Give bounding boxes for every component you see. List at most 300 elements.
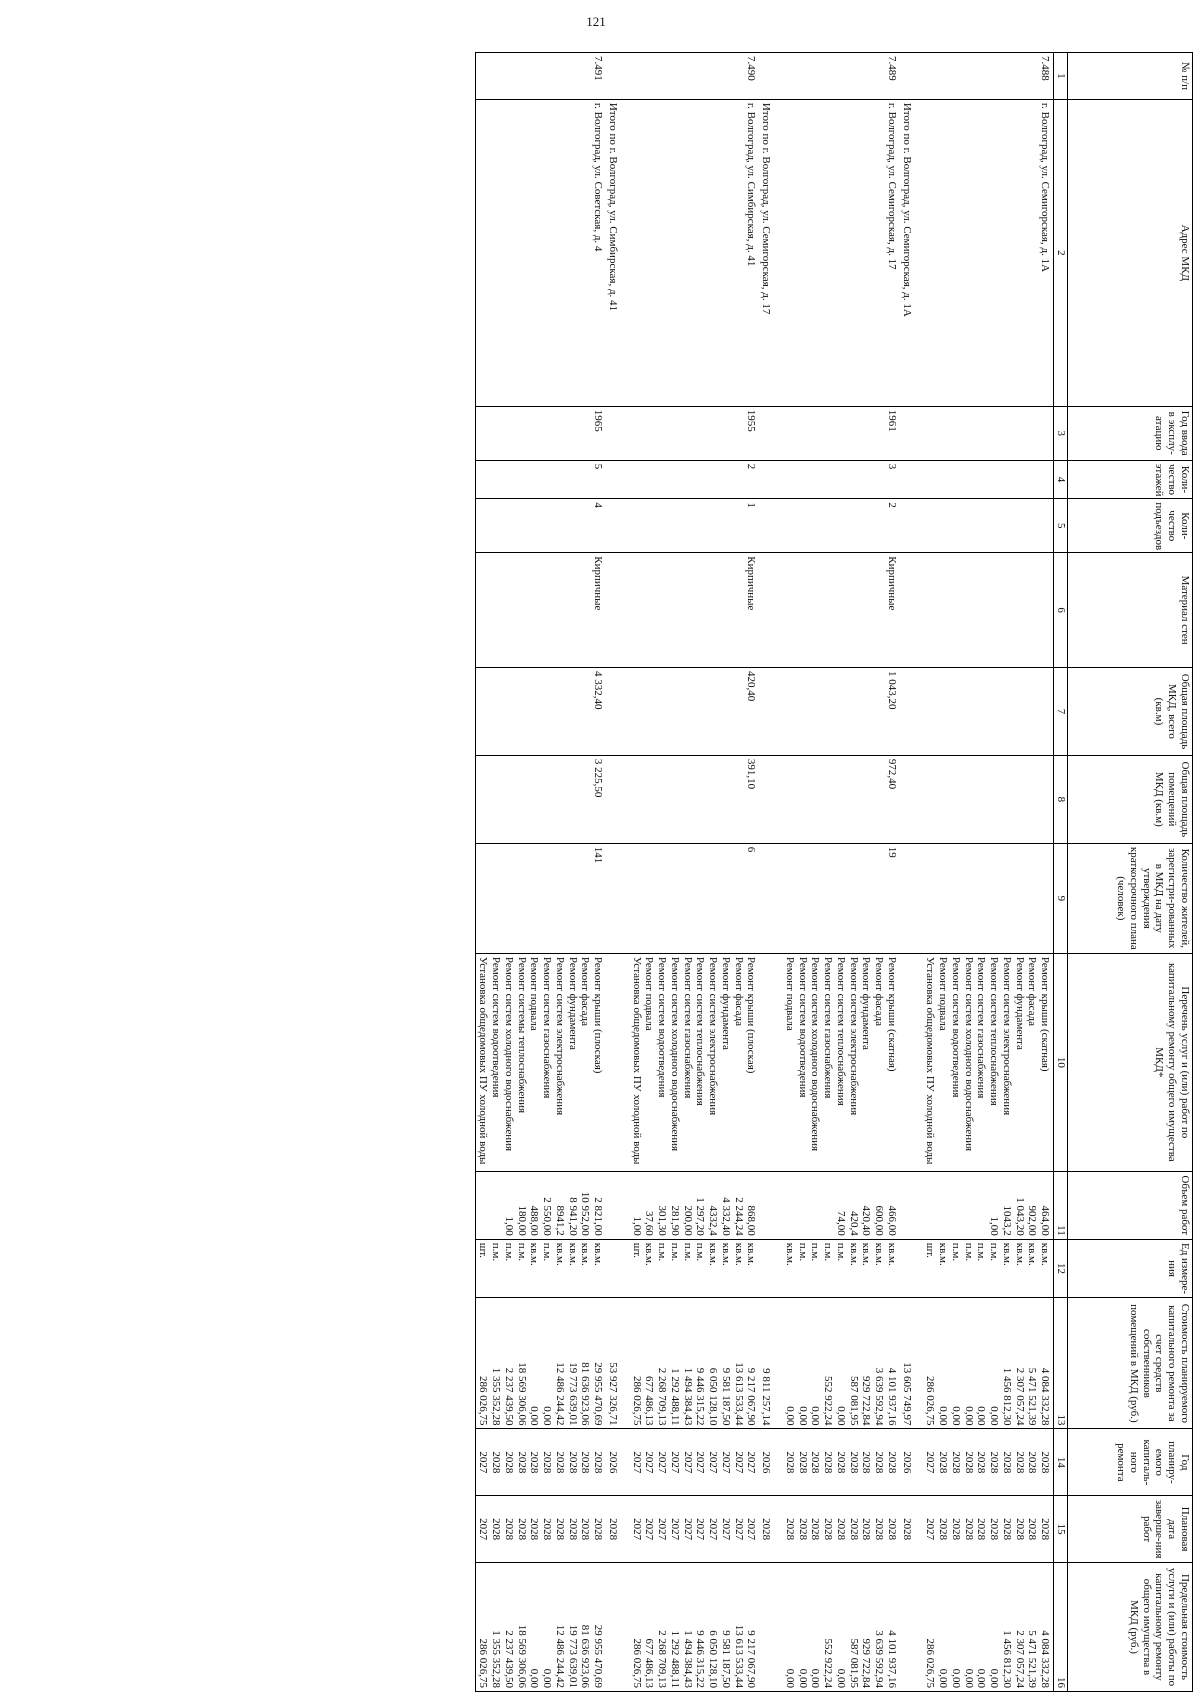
work-name: Ремонт систем теплоснабжения [835,956,847,1106]
work-name: Ремонт систем холодного водоснабжения [503,956,515,1152]
work-unit: кв.м. [554,1242,566,1266]
column-header-3: Год ввода в эксплу-атацию [1068,406,1193,460]
total-empty [606,1171,629,1239]
work-year: 2028 [937,1451,950,1474]
work-year: 2027 [694,1451,707,1474]
column-number-9: 9 [1054,843,1068,953]
work-cost: 286 026,75 [477,1375,490,1426]
work-year: 2028 [1001,1451,1013,1474]
work-limit: 0,00 [809,1668,822,1688]
work-name: Ремонт подвала [784,956,796,1031]
work-name: Ремонт систем электроснабжения [1001,956,1013,1116]
work-unit: шт. [630,1242,643,1258]
work-limit: 1 355 352,28 [490,1630,503,1688]
row-costs [629,1298,760,1429]
row-year: 1955 [629,406,760,460]
work-date: 2028 [822,1518,835,1541]
work-limit: 286 026,75 [477,1638,490,1688]
column-number-5: 5 [1054,499,1068,553]
column-number-16: 16 [1054,1563,1068,1692]
work-date: 2027 [477,1518,490,1541]
row-area: 420,40 [629,668,760,756]
total-empty [606,755,629,843]
work-name: Ремонт систем водоотведения [656,956,669,1098]
work-unit: кв.м. [720,1242,732,1266]
work-unit: п.м. [694,1242,707,1262]
work-limit: 1 292 488,11 [669,1630,681,1688]
work-unit: п.м. [988,1242,1001,1262]
work-cost: 1 292 488,11 [669,1368,681,1426]
total-row [606,53,629,1692]
row-years [475,1429,606,1496]
work-date: 2027 [656,1518,669,1541]
work-name: Ремонт фундамента [1013,956,1026,1050]
row-limits [629,1563,760,1692]
work-limit: 2 307 057,24 [1013,1630,1026,1688]
work-name: Ремонт систем холодного водоснабжения [809,956,822,1152]
capital-repair-table [475,52,1193,1692]
row-dates [923,1496,1054,1563]
column-header-10: Перечень услуг и (или) работ по капитальному ремонту общего имущества МКД* [1068,953,1193,1171]
work-cost: 2 237 439,50 [503,1367,515,1426]
row-works [782,953,900,1171]
work-unit: кв.м. [886,1242,898,1266]
work-limit: 9 581 187,50 [720,1630,732,1688]
total-empty [760,755,783,843]
row-number: 7.490 [629,53,760,100]
work-cost: 12 486 244,42 [554,1362,566,1426]
row-area: 1 043,20 [782,668,900,756]
total-empty [606,53,629,100]
column-header-5: Коли-чество подъездов [1068,499,1193,553]
column-header-13: Стоимость планируемого капитального ремонта за счет средств собственников помещений в МКД (руб.) [1068,1298,1193,1429]
total-empty [900,1171,923,1239]
work-year: 2028 [528,1451,541,1474]
row-dates [629,1496,760,1563]
work-year: 2028 [847,1451,860,1474]
work-year: 2028 [1013,1451,1026,1474]
work-volume: 1 297,20 [694,1197,707,1236]
work-date: 2027 [720,1518,732,1541]
work-name: Установка общедомовых ПУ холодной воды [924,956,937,1165]
row-address: г. Волгоград, ул. Симбирская, д. 41 [629,99,760,406]
total-empty [606,499,629,553]
column-number-10: 10 [1054,953,1068,1171]
work-volume: 74,00 [835,1210,847,1236]
work-limit: 9 446 315,22 [694,1630,707,1688]
work-year: 2028 [975,1451,988,1474]
work-year: 2027 [643,1451,656,1474]
row-volumes [782,1171,900,1239]
total-empty [900,53,923,100]
total-empty [760,1239,783,1298]
work-volume: 4 332,40 [720,1197,732,1236]
work-unit: п.м. [490,1242,503,1262]
work-volume: 1 043,20 [1013,1197,1026,1236]
work-cost: 3 639 592,94 [873,1367,886,1426]
work-year: 2028 [822,1451,835,1474]
row-units [629,1239,760,1298]
column-number-15: 15 [1054,1496,1068,1563]
total-cost: 9 811 257,14 [760,1298,783,1429]
work-volume: 1043,2 [1001,1205,1013,1236]
work-unit: п.м. [975,1242,988,1262]
work-date: 2027 [669,1518,681,1541]
work-cost: 677 486,13 [643,1375,656,1426]
work-unit: п.м. [541,1242,554,1262]
work-date: 2028 [962,1518,975,1541]
total-empty [606,553,629,668]
total-date: 2028 [900,1496,923,1563]
work-unit: п.м. [962,1242,975,1262]
row-years [923,1429,1054,1496]
work-date: 2028 [886,1518,898,1541]
column-number-11: 11 [1054,1171,1068,1239]
work-limit: 677 486,13 [643,1638,656,1688]
work-year: 2027 [707,1451,720,1474]
work-cost: 0,00 [937,1406,950,1426]
column-number-12: 12 [1054,1239,1068,1298]
work-cost: 4 101 937,16 [886,1367,898,1426]
total-empty [900,1239,923,1298]
work-date: 2028 [860,1518,873,1541]
work-name: Установка общедомовых ПУ холодной воды [477,956,490,1165]
total-empty [760,668,783,756]
row-costs [782,1298,900,1429]
row-entrances: 1 [629,499,760,553]
total-empty [760,1171,783,1239]
row-number: 7.489 [782,53,900,100]
column-header-15: Плановая дата заверше-ния работ [1068,1496,1193,1563]
work-name: Ремонт фундамента [720,956,732,1050]
work-date: 2028 [566,1518,579,1541]
work-name: Ремонт подвала [643,956,656,1031]
column-header-7: Общая площадь МКД, всего (кв.м) [1068,668,1193,756]
work-limit: 587 081,95 [847,1638,860,1688]
column-header-1: № п/п [1068,53,1193,100]
work-year: 2027 [720,1451,732,1474]
work-year: 2027 [732,1451,745,1474]
work-cost: 1 355 352,28 [490,1367,503,1426]
work-volume: 868,00 [745,1205,758,1236]
work-name: Ремонт систем газоснабжения [541,956,554,1099]
work-cost: 0,00 [950,1406,962,1426]
column-header-6: Материал стен [1068,553,1193,668]
row-floors: 5 [475,460,606,499]
work-date: 2027 [707,1518,720,1541]
work-year: 2027 [630,1451,643,1474]
work-year: 2028 [962,1451,975,1474]
work-unit: кв.м. [1013,1242,1026,1266]
column-number-13: 13 [1054,1298,1068,1429]
work-limit: 0,00 [541,1668,554,1688]
work-name: Ремонт систем теплоснабжения [988,956,1001,1106]
work-date: 2028 [1001,1518,1013,1541]
column-header-11: Объем работ [1068,1171,1193,1239]
row-works [629,953,760,1171]
work-unit: кв.м. [566,1242,579,1266]
work-limit: 3 639 592,94 [873,1630,886,1688]
work-limit: 13 613 533,44 [732,1624,745,1688]
work-year: 2028 [784,1451,796,1474]
work-limit: 1 456 812,30 [1001,1630,1013,1688]
work-cost: 0,00 [809,1406,822,1426]
total-date: 2028 [760,1496,783,1563]
work-name: Ремонт фасада [1026,956,1039,1027]
work-date: 2028 [796,1518,809,1541]
work-volume: 464,00 [1039,1205,1052,1236]
table-body [475,53,1054,1692]
work-name: Ремонт систем водоотведения [490,956,503,1098]
work-cost: 0,00 [962,1406,975,1426]
total-row [900,53,923,1692]
row-walls [923,553,1054,668]
row-volumes [923,1171,1054,1239]
work-year: 2027 [669,1451,681,1474]
row-area-rooms: 972,40 [782,755,900,843]
work-limit: 18 569 306,06 [515,1624,528,1688]
row-years [782,1429,900,1496]
total-empty [606,843,629,953]
row-years [629,1429,760,1496]
work-date: 2028 [809,1518,822,1541]
work-unit: п.м. [503,1242,515,1262]
work-cost: 5 471 521,39 [1026,1367,1039,1426]
work-date: 2028 [592,1518,605,1541]
work-date: 2027 [630,1518,643,1541]
row-works [475,953,606,1171]
work-unit: п.м. [950,1242,962,1262]
work-name: Ремонт фундамента [566,956,579,1050]
work-year: 2028 [988,1451,1001,1474]
work-date: 2028 [950,1518,962,1541]
row-address: г. Волгоград, ул. Семигорская, д. 1А [923,99,1054,406]
work-cost: 18 569 306,06 [515,1362,528,1426]
work-unit: кв.м. [873,1242,886,1266]
total-row [760,53,783,1692]
work-date: 2028 [1013,1518,1026,1541]
work-cost: 9 446 315,22 [694,1367,707,1426]
work-date: 2028 [490,1518,503,1541]
row-volumes [475,1171,606,1239]
work-name: Ремонт фасада [732,956,745,1027]
work-name: Ремонт систем водоотведения [796,956,809,1098]
work-date: 2028 [554,1518,566,1541]
work-cost: 286 026,75 [924,1375,937,1426]
work-limit: 2 237 439,50 [503,1630,515,1688]
work-name: Ремонт подвала [528,956,541,1031]
column-numbers-row [1054,53,1068,1692]
work-year: 2028 [1039,1451,1052,1474]
work-year: 2028 [490,1451,503,1474]
row-walls: Кирпичные [475,553,606,668]
row-area-rooms [923,755,1054,843]
total-empty [760,53,783,100]
column-number-4: 4 [1054,460,1068,499]
work-year: 2027 [477,1451,490,1474]
total-empty [760,406,783,460]
column-number-6: 6 [1054,553,1068,668]
work-limit: 0,00 [784,1668,796,1688]
work-unit: кв.м. [592,1242,605,1266]
row-address: г. Волгоград, ул. Семигорская, д. 17 [782,99,900,406]
total-label: Итого по г. Волгоград, ул. Семигорская, д. 1А [900,99,923,406]
row-costs [923,1298,1054,1429]
work-name: Ремонт крыши (скатная) [1039,956,1052,1072]
work-name: Ремонт крыши (плоская) [745,956,758,1074]
work-name: Ремонт фасада [579,956,592,1027]
work-cost: 2 268 709,13 [656,1367,669,1426]
work-name: Ремонт крыши (плоская) [592,956,605,1074]
header-row [1068,53,1193,1692]
work-unit: п.м. [822,1242,835,1262]
work-date: 2028 [1039,1518,1052,1541]
work-year: 2028 [515,1451,528,1474]
work-limit: 29 955 470,69 [592,1624,605,1688]
row-entrances: 2 [782,499,900,553]
work-cost: 81 636 923,06 [579,1362,592,1426]
total-label: Итого по г. Волгоград, ул. Семигорская, д. 17 [760,99,783,406]
work-unit: п.м. [681,1242,694,1262]
work-name: Ремонт фундамента [860,956,873,1050]
work-cost: 587 081,95 [847,1375,860,1426]
work-date: 2028 [975,1518,988,1541]
work-cost: 1 494 384,43 [681,1367,694,1426]
total-empty [760,953,783,1171]
column-header-9: Количество жителей, зарегистри-рованных в МКД на дату утверждения краткосрочного плана (человек) [1068,843,1193,953]
work-unit: кв.м. [860,1242,873,1266]
work-volume: 2 550,00 [541,1197,554,1236]
row-dates [475,1496,606,1563]
work-volume: 488,00 [528,1205,541,1236]
work-cost: 1 456 812,30 [1001,1367,1013,1426]
page-number: 121 [586,14,606,29]
work-limit: 552 922,24 [822,1638,835,1688]
work-year: 2028 [950,1451,962,1474]
work-unit: кв.м. [528,1242,541,1266]
work-limit: 4 101 937,16 [886,1630,898,1688]
work-name: Установка общедомовых ПУ холодной воды [630,956,643,1165]
work-unit: шт. [477,1242,490,1258]
work-unit: кв.м. [937,1242,950,1266]
work-date: 2028 [988,1518,1001,1541]
total-empty [760,843,783,953]
rotated-page [43,52,1193,1692]
table-row [629,53,760,1692]
row-number: 7.488 [923,53,1054,100]
work-limit: 0,00 [988,1668,1001,1688]
total-empty [760,553,783,668]
work-name: Ремонт системы теплоснабжения [515,956,528,1114]
column-number-14: 14 [1054,1429,1068,1496]
total-label: Итого по г. Волгоград, ул. Симбирская, д. 41 [606,99,629,406]
row-area: 4 332,40 [475,668,606,756]
row-floors [923,460,1054,499]
work-cost: 0,00 [835,1406,847,1426]
work-volume: 8941,2 [554,1205,566,1236]
work-limit: 81 636 923,06 [579,1624,592,1688]
work-cost: 29 955 470,69 [592,1362,605,1426]
work-unit: кв.м. [643,1242,656,1266]
work-volume: 281,90 [669,1205,681,1236]
total-empty [606,406,629,460]
row-entrances: 4 [475,499,606,553]
work-volume: 420,40 [860,1205,873,1236]
work-volume: 200,00 [681,1205,694,1236]
row-residents [923,843,1054,953]
row-limits [782,1563,900,1692]
work-date: 2028 [847,1518,860,1541]
column-number-7: 7 [1054,668,1068,756]
work-cost: 0,00 [975,1406,988,1426]
row-floors: 3 [782,460,900,499]
total-empty [760,1563,783,1692]
row-year [923,406,1054,460]
work-cost: 552 922,24 [822,1375,835,1426]
total-empty [900,755,923,843]
work-unit: кв.м. [1039,1242,1052,1266]
work-cost: 0,00 [988,1406,1001,1426]
work-year: 2028 [809,1451,822,1474]
column-number-3: 3 [1054,406,1068,460]
row-area-rooms: 391,10 [629,755,760,843]
column-number-8: 8 [1054,755,1068,843]
row-area-rooms: 3 225,50 [475,755,606,843]
work-limit: 929 722,84 [860,1638,873,1688]
row-residents: 6 [629,843,760,953]
row-entrances [923,499,1054,553]
work-date: 2028 [515,1518,528,1541]
table-header [1054,53,1193,1692]
row-address: г. Волгоград, ул. Советская, д. 4 [475,99,606,406]
total-empty [900,553,923,668]
work-limit: 12 486 244,42 [554,1624,566,1688]
work-volume: 1,00 [503,1216,515,1236]
work-volume: 600,00 [873,1205,886,1236]
work-volume: 1,00 [988,1216,1001,1236]
row-walls: Кирпичные [782,553,900,668]
total-empty [606,953,629,1171]
total-empty [900,668,923,756]
work-limit: 9 217 067,90 [745,1630,758,1688]
total-year: 2026 [900,1429,923,1496]
work-cost: 0,00 [528,1406,541,1426]
work-volume: 8 941,20 [566,1197,579,1236]
work-unit: п.м. [809,1242,822,1262]
work-name: Ремонт систем водоотведения [950,956,962,1098]
row-works [923,953,1054,1171]
work-date: 2027 [924,1518,937,1541]
work-cost: 2 307 057,24 [1013,1367,1026,1426]
work-year: 2028 [873,1451,886,1474]
work-limit: 0,00 [796,1668,809,1688]
total-empty [900,499,923,553]
work-year: 2028 [541,1451,554,1474]
work-limit: 0,00 [950,1668,962,1688]
row-limits [923,1563,1054,1692]
work-unit: п.м. [669,1242,681,1262]
work-year: 2027 [681,1451,694,1474]
work-name: Ремонт систем холодного водоснабжения [669,956,681,1152]
work-cost: 9 581 187,50 [720,1367,732,1426]
work-year: 2028 [860,1451,873,1474]
work-unit: кв.м. [1026,1242,1039,1266]
work-year: 2027 [745,1451,758,1474]
work-volume: 420,4 [847,1210,860,1236]
work-unit: кв.м. [847,1242,860,1266]
work-year: 2028 [592,1451,605,1474]
work-unit: кв.м. [745,1242,758,1266]
